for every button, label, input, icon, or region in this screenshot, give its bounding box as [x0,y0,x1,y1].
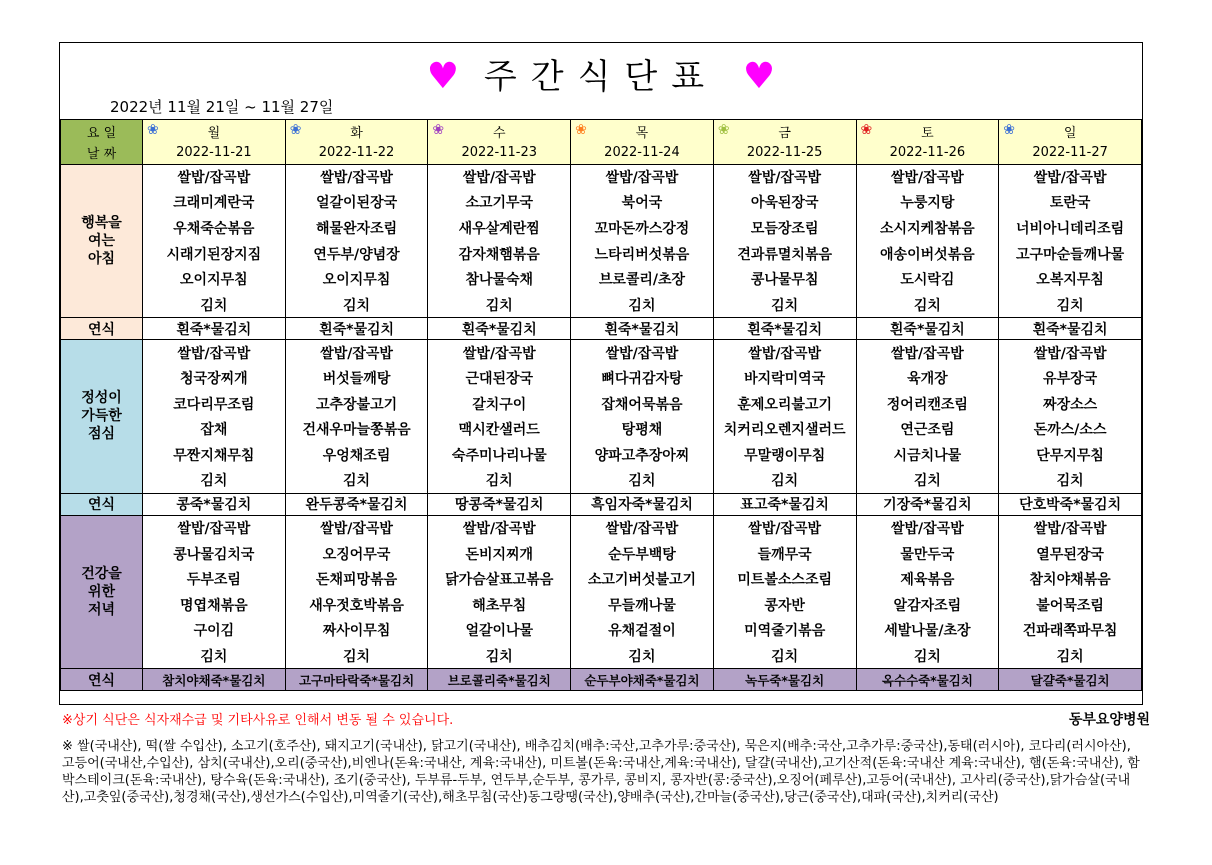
menu-item: 훈제오리불고기 [713,391,856,417]
menu-item: 순두부백탕 [571,541,714,567]
date-cell: 2022-11-26 [856,142,999,164]
day-header-row [61,120,1142,142]
day-name: 일 [1063,125,1077,141]
page-title [60,49,1142,98]
menu-item: 들깨무국 [713,541,856,567]
menu-item: 구이김 [143,618,286,644]
snack-item: 흰죽*물김치 [428,318,571,340]
menu-item: 불어묵조림 [999,592,1142,618]
morning-row [61,190,1142,216]
menu-item: 김치 [856,643,999,669]
lunch-row [61,340,1142,366]
heart-icon-left: ♥ [426,56,460,97]
menu-item: 모듬장조림 [713,215,856,241]
date-cell: 2022-11-25 [713,142,856,164]
menu-item: 건새우마늘쫑볶음 [285,416,428,442]
menu-item: 쌀밥/잡곡밥 [285,164,428,190]
menu-item: 돈까스/소스 [999,416,1142,442]
menu-item: 꼬마돈까스강정 [571,215,714,241]
menu-item: 아욱된장국 [713,190,856,216]
menu-item: 잡채어묵볶음 [571,391,714,417]
menu-item: 미트볼소스조림 [713,566,856,592]
snack-label: 연식 [61,669,143,691]
snack-item: 참치야채죽*물김치 [143,669,286,691]
flower-icon: ❀ [1003,122,1015,138]
morning-row [61,292,1142,318]
menu-item: 쌀밥/잡곡밥 [143,340,286,366]
menu-item: 고추장불고기 [285,391,428,417]
menu-item: 김치 [713,643,856,669]
day-label: 요 일 [61,120,143,142]
menu-item: 연근조림 [856,416,999,442]
dinner-snack-row [61,669,1142,691]
snack-label: 연식 [61,493,143,515]
date-cell: 2022-11-22 [285,142,428,164]
dinner-row [61,618,1142,644]
menu-item: 제육볶음 [856,566,999,592]
lunch-row [61,391,1142,417]
menu-item: 참나물숙채 [428,266,571,292]
menu-item: 쌀밥/잡곡밥 [856,515,999,541]
snack-item: 흰죽*물김치 [571,318,714,340]
menu-item: 김치 [571,468,714,494]
snack-item: 흰죽*물김치 [713,318,856,340]
snack-item: 단호박죽*물김치 [999,493,1142,515]
menu-item: 쌀밥/잡곡밥 [571,340,714,366]
date-cell: 2022-11-24 [571,142,714,164]
dinner-row [61,541,1142,567]
menu-item: 김치 [285,643,428,669]
menu-item: 김치 [428,643,571,669]
menu-item: 소고기무국 [428,190,571,216]
snack-item: 흰죽*물김치 [143,318,286,340]
menu-item: 해물완자조림 [285,215,428,241]
menu-item: 오이지무침 [143,266,286,292]
menu-item: 김치 [999,643,1142,669]
menu-item: 새우살계란찜 [428,215,571,241]
menu-item: 감자채햄볶음 [428,241,571,267]
menu-item: 정어리캔조림 [856,391,999,417]
snack-label: 연식 [61,318,143,340]
date-label: 날 짜 [61,142,143,164]
menu-item: 쌀밥/잡곡밥 [285,340,428,366]
menu-item: 쌀밥/잡곡밥 [999,340,1142,366]
date-range: 2022년 11월 21일 ~ 11월 27일 [110,98,334,116]
date-cell: 2022-11-23 [428,142,571,164]
dinner-label: 건강을 위한 저녁 [61,515,143,669]
flower-icon: ❀ [575,122,587,138]
morning-row [61,266,1142,292]
menu-item: 무들깨나물 [571,592,714,618]
day-cell [999,120,1142,142]
menu-item: 견과류멸치볶음 [713,241,856,267]
menu-item: 도시락김 [856,266,999,292]
day-cell [285,120,428,142]
menu-item: 얼갈이나물 [428,618,571,644]
menu-item: 닭가슴살표고볶음 [428,566,571,592]
morning-row [61,215,1142,241]
menu-item: 시금치나물 [856,442,999,468]
date-cell: 2022-11-21 [143,142,286,164]
flower-icon: ❀ [717,122,730,138]
menu-item: 쌀밥/잡곡밥 [143,164,286,190]
snack-item: 땅콩죽*물김치 [428,493,571,515]
menu-item: 쌀밥/잡곡밥 [428,164,571,190]
dinner-row [61,515,1142,541]
menu-item: 명엽채볶음 [143,592,286,618]
menu-item: 버섯들깨탕 [285,365,428,391]
menu-item: 육개장 [856,365,999,391]
menu-item: 김치 [999,292,1142,318]
menu-item: 콩나물김치국 [143,541,286,567]
menu-item: 쌀밥/잡곡밥 [428,515,571,541]
day-name: 목 [635,125,649,141]
dinner-row [61,592,1142,618]
menu-item: 김치 [428,292,571,318]
menu-item: 열무된장국 [999,541,1142,567]
menu-item: 소시지케참볶음 [856,215,999,241]
day-name: 월 [207,125,221,141]
menu-item: 김치 [713,468,856,494]
menu-item: 누룽지탕 [856,190,999,216]
day-cell [713,120,856,142]
menu-table [60,120,1142,691]
menu-item: 김치 [143,292,286,318]
menu-item: 김치 [571,292,714,318]
menu-item: 치커리오렌지샐러드 [713,416,856,442]
menu-item: 세발나물/초장 [856,618,999,644]
menu-item: 애송이버섯볶음 [856,241,999,267]
menu-item: 연두부/양념장 [285,241,428,267]
dinner-row [61,566,1142,592]
menu-item: 우엉채조림 [285,442,428,468]
menu-item: 크래미계란국 [143,190,286,216]
menu-item: 갈치구이 [428,391,571,417]
menu-item: 새우젓호박볶음 [285,592,428,618]
menu-item: 쌀밥/잡곡밥 [285,515,428,541]
menu-item: 유채겉절이 [571,618,714,644]
day-name: 화 [350,125,363,141]
menu-item: 쌀밥/잡곡밥 [999,164,1142,190]
dinner-row [61,643,1142,669]
date-header-row [61,142,1142,164]
lunch-row [61,442,1142,468]
morning-snack-row [61,318,1142,340]
menu-item: 숙주미나리나물 [428,442,571,468]
date-cell: 2022-11-27 [999,142,1142,164]
menu-item: 참치야채볶음 [999,566,1142,592]
day-cell [143,120,286,142]
flower-icon: ❀ [432,122,445,138]
menu-item: 미역줄기볶음 [713,618,856,644]
menu-item: 너비아니데리조림 [999,215,1142,241]
menu-item: 콩나물무침 [713,266,856,292]
flower-icon: ❀ [860,122,873,138]
origin-info: ※ 쌀(국내산), 떡(쌀 수입산), 소고기(호주산), 돼지고기(국내산), 닭고기(국내산), 배추김치(배추:국산,고추가루:중국산), 묵은지(배추:국산,고추가루:중국산),동태(러시아), 코다리(러시아산), 고등어(국내산,수입산), 삼치(국내산),오리(중국산),비엔나(돈육:국내산, 계육:국내산), 미트볼(돈육:국내산,계육:국내산), 달걀(국내산),고기산적(돈육:국내산 계육:국내산), 햄(돈육:국내산), 함박스테이크(돈육:국내산), 탕수육(돈육:국내산), 조기(중국산), 두부류-두부, 연두부,순두부, 콩가루, 콩비지, 콩자반(콩:중국산),오징어(페루산),고등어(국내산), 고사리(중국산),닭가슴살(국내산),고춧잎(중국산),청경채(국산),생선가스(수입산),미역줄기(국산),해초무침(국산)동그랑땡(국산),양배추(국산),간마늘(중국산),당근(중국산),대파(국산),치커리(국산) [62,739,1140,805]
hospital-name: 동부요양병원 [1068,712,1150,728]
menu-item: 무짠지채무침 [143,442,286,468]
title-text: 주간식단표 [483,57,719,97]
menu-item: 쌀밥/잡곡밥 [856,340,999,366]
menu-item: 쌀밥/잡곡밥 [999,515,1142,541]
menu-item: 오징어무국 [285,541,428,567]
snack-item: 표고죽*물김치 [713,493,856,515]
snack-item: 달걀죽*물김치 [999,669,1142,691]
menu-item: 근대된장국 [428,365,571,391]
menu-item: 돈채피망볶음 [285,566,428,592]
day-name: 금 [778,125,791,141]
menu-item: 오복지무침 [999,266,1142,292]
menu-item: 시래기된장지짐 [143,241,286,267]
snack-item: 브로콜리죽*물김치 [428,669,571,691]
menu-item: 브로콜리/초장 [571,266,714,292]
menu-item: 느타리버섯볶음 [571,241,714,267]
menu-item: 쌀밥/잡곡밥 [143,515,286,541]
title-row [60,43,1142,120]
menu-item: 잡채 [143,416,286,442]
menu-item: 김치 [143,643,286,669]
menu-item: 우채죽순볶음 [143,215,286,241]
menu-item: 소고기버섯불고기 [571,566,714,592]
menu-sheet [59,42,1143,705]
menu-item: 해초무침 [428,592,571,618]
menu-item: 김치 [999,468,1142,494]
morning-row [61,241,1142,267]
snack-item: 콩죽*물김치 [143,493,286,515]
menu-item: 김치 [285,292,428,318]
snack-item: 완두콩죽*물김치 [285,493,428,515]
menu-item: 짜장소스 [999,391,1142,417]
morning-label: 행복을 여는 아침 [61,164,143,318]
menu-item: 무말랭이무침 [713,442,856,468]
snack-item: 흑임자죽*물김치 [571,493,714,515]
menu-item: 쌀밥/잡곡밥 [428,340,571,366]
menu-item: 뼈다귀감자탕 [571,365,714,391]
menu-item: 얼갈이된장국 [285,190,428,216]
menu-item: 고구마순들깨나물 [999,241,1142,267]
snack-item: 흰죽*물김치 [285,318,428,340]
day-cell [856,120,999,142]
snack-item: 옥수수죽*물김치 [856,669,999,691]
menu-item: 청국장찌개 [143,365,286,391]
menu-item: 돈비지찌개 [428,541,571,567]
heart-icon-right: ♥ [742,56,776,97]
menu-item: 김치 [571,643,714,669]
snack-item: 흰죽*물김치 [856,318,999,340]
snack-item: 녹두죽*물김치 [713,669,856,691]
menu-item: 쌀밥/잡곡밥 [571,164,714,190]
menu-item: 북어국 [571,190,714,216]
lunch-row [61,416,1142,442]
lunch-label: 정성이 가득한 점심 [61,340,143,494]
menu-item: 김치 [143,468,286,494]
menu-item: 쌀밥/잡곡밥 [713,340,856,366]
menu-item: 쌀밥/잡곡밥 [713,515,856,541]
menu-item: 단무지무침 [999,442,1142,468]
menu-item: 코다리무조림 [143,391,286,417]
lunch-row [61,365,1142,391]
lunch-snack-row [61,493,1142,515]
notice-text: ※상기 식단은 식자재수급 및 기타사유로 인해서 변동 될 수 있습니다. [62,713,454,728]
menu-item: 건파래쪽파무침 [999,618,1142,644]
menu-item: 알감자조림 [856,592,999,618]
snack-item: 고구마타락죽*물김치 [285,669,428,691]
menu-item: 짜사이무침 [285,618,428,644]
menu-item: 김치 [428,468,571,494]
flower-icon: ❀ [289,122,302,138]
day-cell [571,120,714,142]
menu-item: 양파고추장아찌 [571,442,714,468]
menu-item: 김치 [285,468,428,494]
menu-item: 바지락미역국 [713,365,856,391]
menu-item: 탕평채 [571,416,714,442]
menu-item: 쌀밥/잡곡밥 [571,515,714,541]
snack-item: 흰죽*물김치 [999,318,1142,340]
flower-icon: ❀ [147,122,159,138]
snack-item: 기장죽*물김치 [856,493,999,515]
menu-item: 물만두국 [856,541,999,567]
menu-item: 토란국 [999,190,1142,216]
menu-item: 오이지무침 [285,266,428,292]
menu-item: 콩자반 [713,592,856,618]
morning-row [61,164,1142,190]
menu-item: 김치 [713,292,856,318]
menu-item: 김치 [856,468,999,494]
lunch-row [61,468,1142,494]
menu-item: 쌀밥/잡곡밥 [713,164,856,190]
day-name: 수 [492,125,506,141]
menu-item: 맥시칸샐러드 [428,416,571,442]
day-cell [428,120,571,142]
menu-item: 김치 [856,292,999,318]
menu-item: 두부조림 [143,566,286,592]
snack-item: 순두부야채죽*물김치 [571,669,714,691]
day-name: 토 [921,125,934,141]
menu-item: 유부장국 [999,365,1142,391]
menu-item: 쌀밥/잡곡밥 [856,164,999,190]
